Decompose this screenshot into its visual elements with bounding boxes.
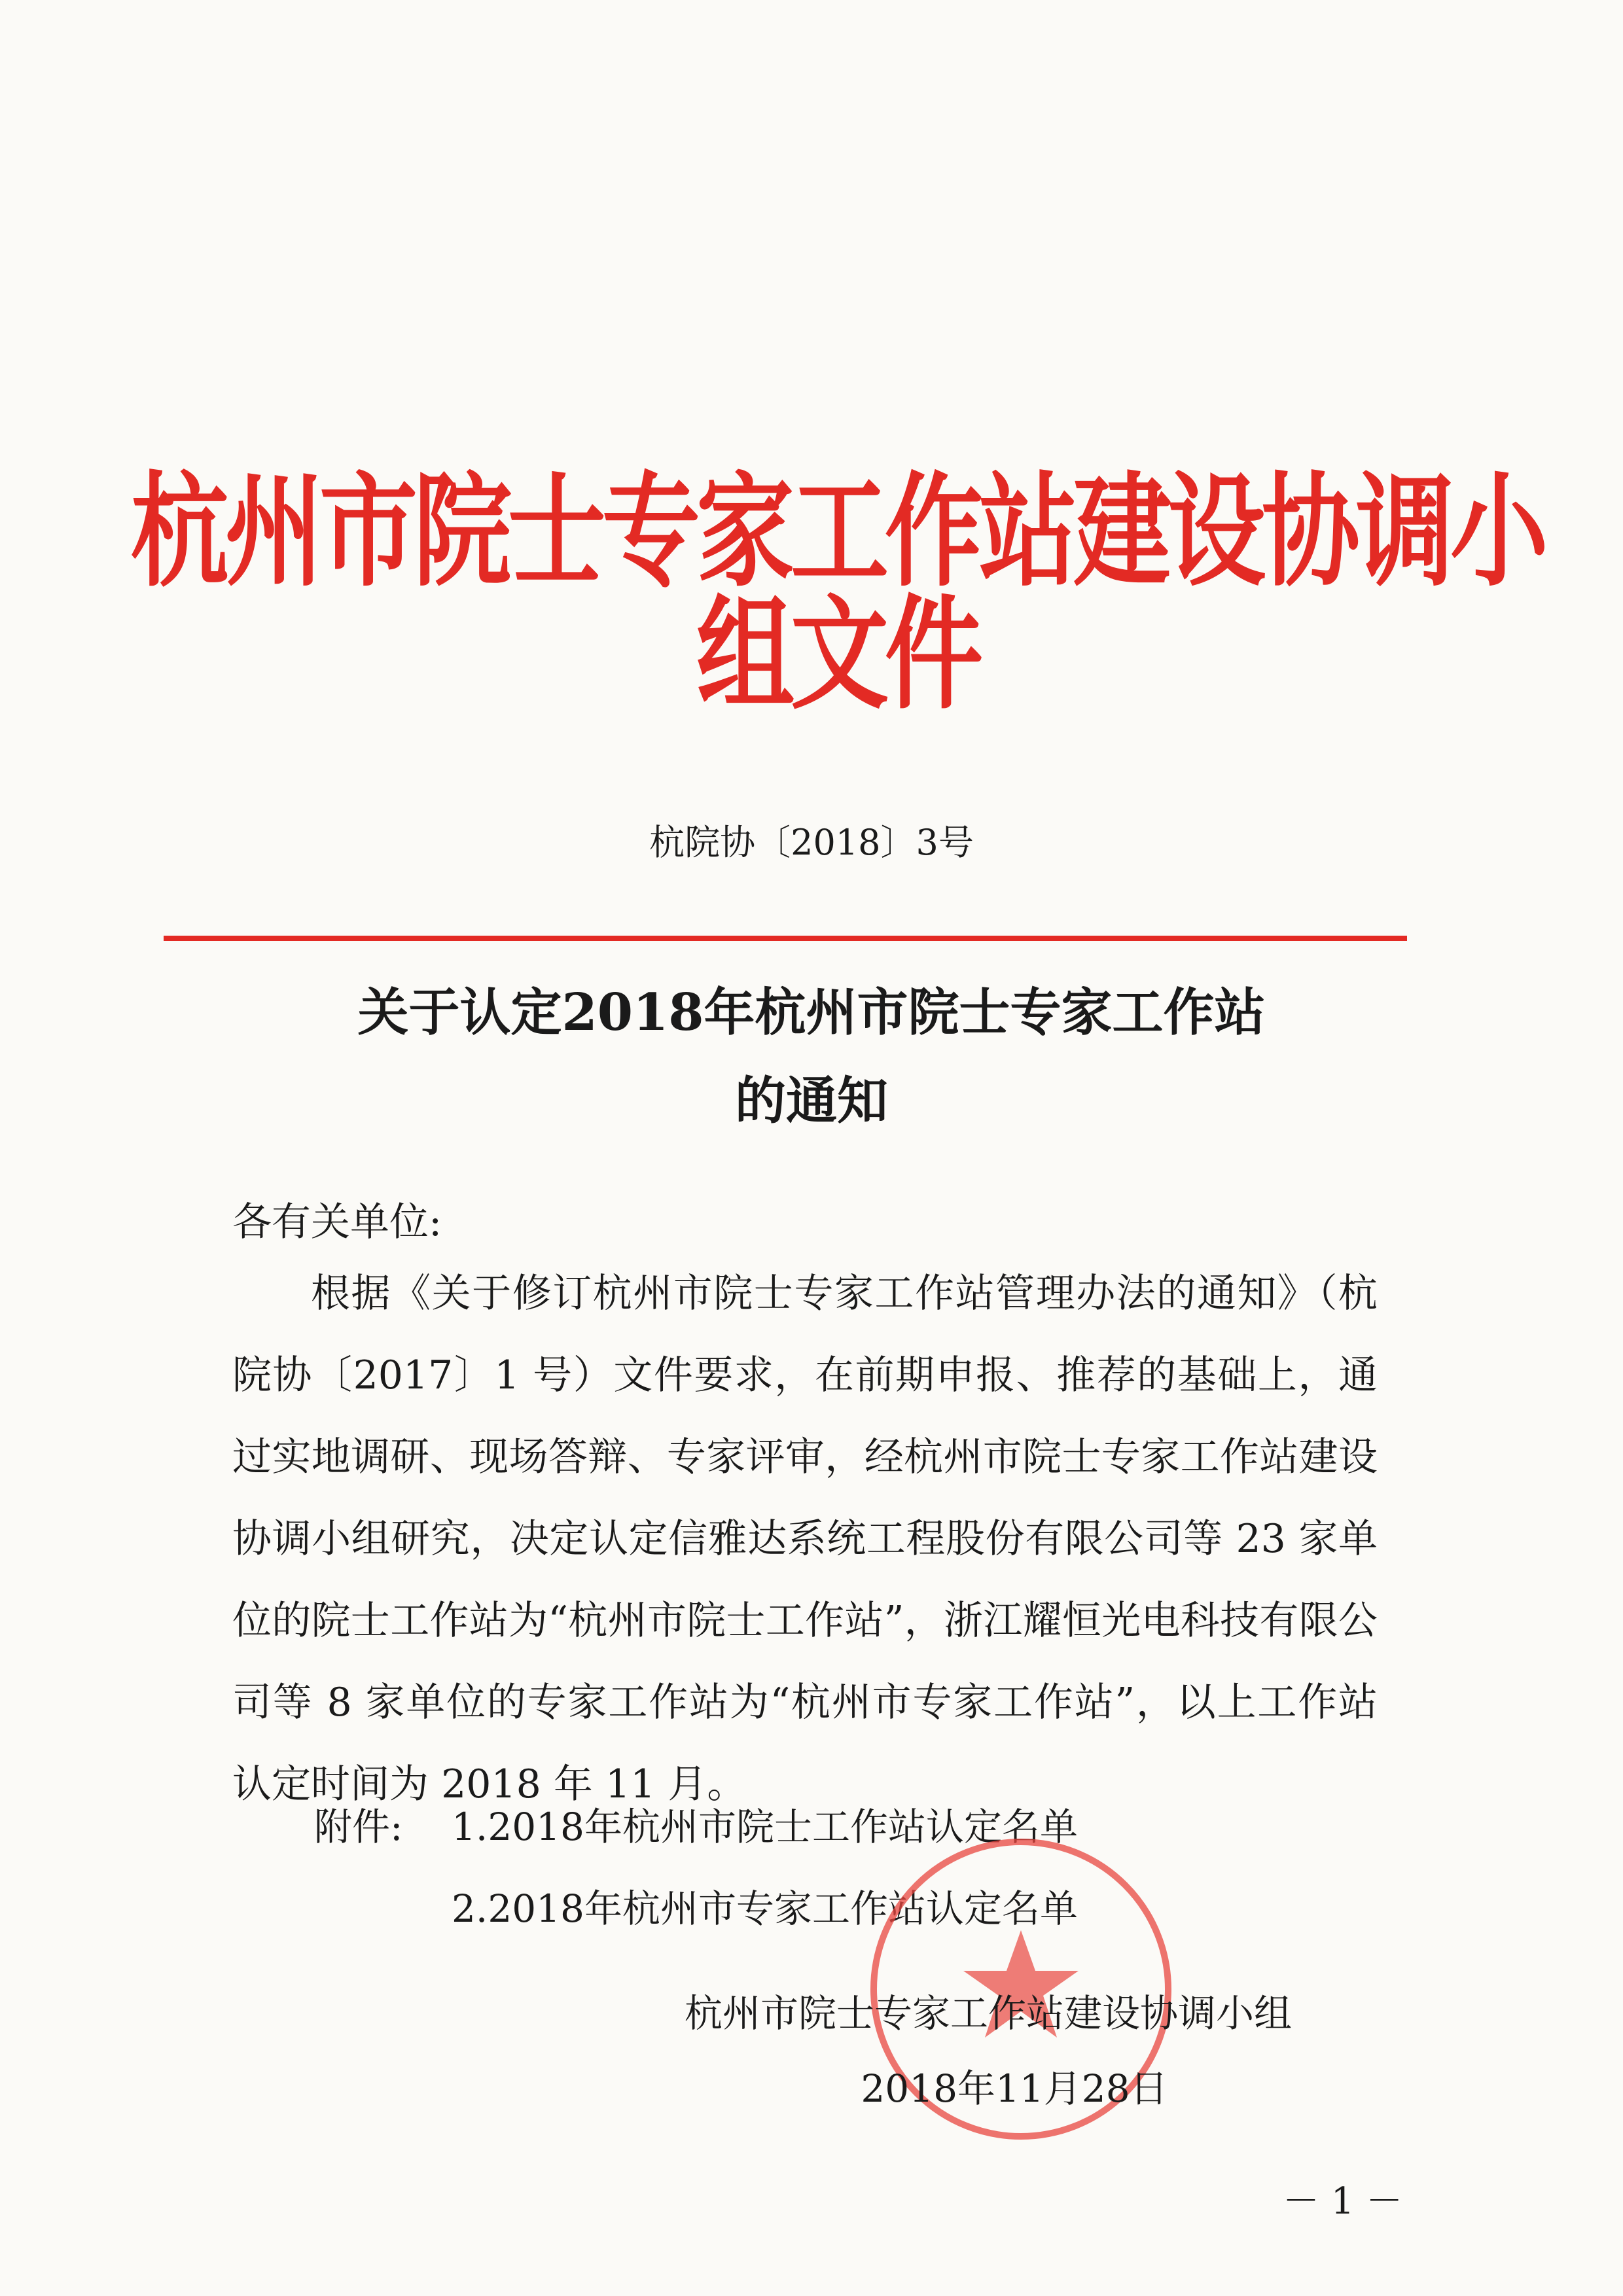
notice-title-line-1: 关于认定2018年杭州市院士专家工作站 <box>357 983 1266 1042</box>
red-divider-line <box>164 936 1407 941</box>
body-paragraph: 根据《关于修订杭州市院士专家工作站管理办法的通知》（杭院协〔2017〕1 号）文件要求，在前期申报、推荐的基础上，通过实地调研、现场答辩、专家评审，经杭州市院士专家工作站建设协调小组研究，决定认定信雅达系统工程股份有限公司等 23 家单位的院士工作站为“杭州市院士工作站”，浙江耀恒光电科技有限公司等 8 家单位的专家工作站为“杭州市专家工作站”，以上工作站认定时间为 2018 年 11 月。 <box>232 1271 1378 1807</box>
signature-date: 2018年11月28日 <box>861 2066 1168 2111</box>
attachment-item-2: 2.2018年杭州市专家工作站认定名单 <box>452 1886 1078 1931</box>
attachments-label: 附件: <box>314 1805 403 1849</box>
letterhead-title: 杭州市院士专家工作站建设协调小组文件 <box>130 461 1544 726</box>
notice-title-line-2: 的通知 <box>734 1071 888 1131</box>
document-number: 杭院协〔2018〕3号 <box>649 822 974 863</box>
signer-organization: 杭州市院士专家工作站建设协调小组 <box>684 1991 1292 2036</box>
notice-title <box>0 968 1623 1145</box>
signature-block <box>628 1976 1348 2127</box>
salutation: 各有关单位: <box>232 1199 442 1245</box>
attachment-item-1: 1.2018年杭州市院士工作站认定名单 <box>452 1805 1078 1849</box>
page-number: － 1 － <box>1283 2180 1403 2223</box>
